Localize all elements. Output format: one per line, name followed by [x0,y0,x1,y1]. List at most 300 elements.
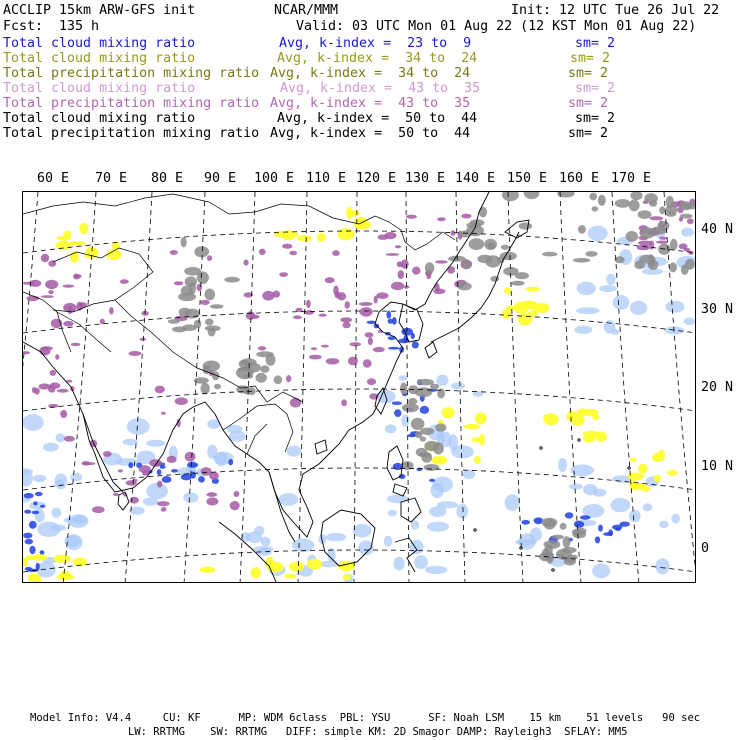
cloud-patch [40,505,45,508]
cloud-patch [437,501,458,508]
cloud-patch [598,525,603,532]
cloud-patch [644,193,658,204]
cloud-patch [309,355,322,360]
cloud-patch [256,351,274,357]
cloud-patch [126,480,137,486]
cloud-patch [63,321,73,327]
cloud-patch [521,520,530,525]
cloud-patch [501,245,509,250]
cloud-patch [665,301,684,313]
cloud-patch [37,522,60,537]
cloud-patch [432,477,453,493]
legend-field-name: Total precipitation mixing ratio [3,96,260,111]
longitude-label: 150 E [507,171,548,186]
legend-k-index: Avg, k-index = 43 to 35 [270,96,471,111]
cloud-patch [606,274,615,285]
cloud-patch [519,223,532,230]
cloud-patch [45,280,58,289]
longitude-label: 90 E [204,171,237,186]
cloud-patch [649,216,663,220]
legend-k-index: Avg, k-index = 50 to 44 [277,111,478,126]
cloud-patch [659,237,667,240]
cloud-patch [146,483,168,499]
cloud-patch [435,260,447,263]
cloud-patch [29,521,37,529]
cloud-patch [311,347,317,350]
cloud-patch [414,555,428,569]
cloud-map [23,192,696,583]
cloud-patch [565,512,574,518]
cloud-patch [349,342,361,346]
cloud-patch [317,233,326,242]
valid-time: Valid: 03 UTC Mon 01 Aug 22 (12 KST Mon 01 Aug 22) [296,19,697,34]
cloud-patch [279,272,288,277]
visayas [393,484,407,496]
cloud-patch [64,517,81,523]
cloud-patch [376,292,388,299]
cloud-patch [171,469,178,473]
cloud-patch [53,555,71,563]
cloud-patch [23,414,44,431]
cloud-patch [394,409,401,417]
cloud-patch [461,214,471,219]
cloud-patch [619,522,630,527]
legend-k-index: Avg, k-index = 34 to 24 [277,51,478,66]
cloud-patch [24,510,31,514]
cloud-patch [59,571,71,579]
cloud-patch [385,232,397,239]
cloud-patch [41,295,54,298]
cloud-patch [205,319,214,326]
cloud-patch [402,403,419,412]
cloud-patch [563,536,571,548]
cloud-patch [546,551,554,563]
cloud-patch [25,539,33,545]
cloud-patch [527,311,534,318]
cloud-patch [40,550,45,555]
cloud-patch [229,431,246,442]
cloud-patch [149,459,162,467]
cloud-patch [638,464,648,474]
cloud-patch [289,251,297,256]
cloud-patch [201,467,212,476]
cloud-patch [634,483,645,490]
cloud-patch [603,532,613,536]
cloud-patch [54,473,67,489]
light-blue-cloud-layer [23,226,696,583]
cloud-patch [81,461,90,465]
cloud-patch [406,215,417,219]
cloud-patch [560,523,567,530]
cloud-patch [572,529,581,536]
cloud-patch [241,358,257,366]
cloud-patch [161,412,166,415]
cloud-patch [488,243,496,250]
legend-smoothing: sm= 2 [568,66,609,81]
cloud-patch [181,474,192,481]
cloud-patch [393,557,404,571]
cloud-patch [168,319,180,324]
cloud-patch [34,388,40,395]
cloud-patch [157,469,162,475]
cloud-patch [128,462,133,468]
cloud-patch [183,492,198,503]
cloud-patch [685,259,695,270]
latitude-label: 10 N [701,459,734,474]
cloud-patch [353,524,372,538]
cloud-patch [688,251,693,255]
cloud-patch [630,192,642,200]
cloud-patch [643,503,652,511]
legend-smoothing: sm= 2 [570,51,611,66]
cloud-patch [397,261,403,267]
cloud-patch [415,387,433,397]
cloud-patch [490,276,499,282]
cloud-patch [189,282,196,294]
cloud-patch [273,291,281,298]
longitude-label: 100 E [254,171,295,186]
cloud-patch [391,282,404,290]
legend-smoothing: sm= 2 [575,81,616,96]
cloud-patch [684,318,696,326]
cloud-patch [194,246,209,257]
cloud-patch [332,250,340,256]
cloud-patch [656,241,668,244]
cloud-patch [534,518,543,525]
meridian-line [508,192,523,583]
cloud-patch [477,255,492,263]
cloud-patch [592,206,599,211]
cloud-patch [307,559,322,570]
cloud-patch [388,347,400,350]
cloud-patch [629,510,641,523]
meridian-line [354,192,357,583]
legend-field-name: Total precipitation mixing ratio [3,66,260,81]
cloud-patch [649,241,654,250]
cloud-patch [118,469,123,472]
cloud-patch [200,300,209,305]
cloud-patch [384,536,392,547]
cloud-patch [463,259,470,269]
cloud-patch [343,574,351,580]
cloud-patch [502,192,519,201]
cloud-patch [524,192,540,199]
cloud-patch [289,562,304,572]
cloud-patch [456,504,468,519]
cloud-patch [57,389,69,393]
legend-smoothing: sm= 2 [575,111,616,126]
cloud-patch [228,459,233,465]
cloud-patch [656,558,670,574]
cloud-patch [198,476,205,482]
longitude-label: 60 E [37,171,70,186]
legend-field-name: Total precipitation mixing ratio [3,126,260,141]
cloud-patch [254,546,274,552]
cloud-patch [658,450,665,462]
indian-subcontinent [83,414,123,492]
cloud-patch [258,346,266,350]
cloud-patch [629,200,640,212]
cloud-patch [51,508,61,518]
cloud-patch [421,452,432,463]
legend-k-index: Avg, k-index = 23 to 9 [279,36,472,51]
cloud-patch [374,296,378,304]
cloud-patch [120,279,129,284]
cloud-patch [458,282,465,288]
legend-smoothing: sm= 2 [575,36,616,51]
cloud-patch [420,406,429,414]
cloud-patch [479,434,485,445]
cloud-patch [399,346,404,352]
cloud-patch [50,370,57,376]
cloud-patch [475,412,487,424]
cloud-patch [500,252,517,261]
cloud-patch [386,311,391,319]
org-label: NCAR/MMM [274,3,339,18]
cloud-patch [511,281,524,286]
cloud-patch [255,373,267,383]
cloud-patch [206,497,218,505]
cloud-patch [464,424,481,429]
cloud-patch [573,258,591,263]
legend-field-name: Total cloud mixing ratio [3,36,196,51]
cloud-patch [25,555,35,560]
legend-k-index: Avg, k-index = 50 to 44 [270,126,471,141]
cloud-patch [33,475,46,482]
cloud-patch [157,481,162,488]
cloud-patch [170,250,178,255]
cloud-patch [214,384,221,390]
init-time: Init: 12 UTC Tue 26 Jul 22 [511,3,720,18]
cloud-patch [373,347,385,352]
cloud-patch [634,261,645,270]
cloud-patch [286,375,291,382]
central-asia-borders [53,248,153,312]
cloud-patch [368,337,373,345]
cloud-patch [505,494,520,511]
cloud-patch [398,270,404,279]
cloud-patch [658,221,670,231]
cloud-patch [340,317,352,322]
cloud-patch [501,309,511,319]
cloud-patch [665,205,678,215]
latitude-label: 20 N [701,380,734,395]
cloud-patch [433,442,444,454]
cloud-patch [32,511,40,515]
cloud-patch [71,343,81,346]
cloud-patch [583,409,598,417]
cloud-patch [184,267,201,276]
cloud-patch [569,484,583,490]
kyushu [425,342,437,358]
meridian-line [298,192,307,583]
latitude-label: 0 [701,541,710,556]
cloud-patch [395,245,401,248]
cloud-patch [412,267,420,275]
cloud-patch [161,507,167,512]
cloud-patch [33,501,37,505]
cloud-patch [578,225,586,234]
mongolia-border [209,202,455,250]
cloud-patch [392,401,402,405]
cloud-patch [26,296,39,301]
cloud-patch [684,248,691,252]
cloud-patch [274,375,283,384]
cloud-patch [319,314,327,317]
cloud-patch [162,476,172,483]
cloud-patch [250,315,260,319]
cloud-patch [287,446,302,457]
cloud-patch [56,433,65,442]
cloud-patch [542,518,558,527]
longitude-label: 170 E [611,171,652,186]
cloud-patch [39,347,50,356]
cloud-patch [654,475,661,482]
cloud-patch [60,410,67,418]
cloud-patch [261,537,271,547]
cloud-patch [574,521,584,528]
cloud-patch [167,456,177,463]
cloud-patch [127,418,150,434]
legend-field-name: Total cloud mixing ratio [3,111,196,126]
hainan [315,440,327,454]
cloud-patch [175,397,188,405]
cloud-patch [558,458,567,472]
cloud-patch [64,436,75,442]
longitude-label: 120 E [356,171,397,186]
cloud-patch [451,445,474,458]
cloud-patch [506,305,515,310]
cloud-patch [460,230,471,237]
cloud-patch [474,456,481,464]
cloud-patch [611,329,619,335]
cloud-patch [670,239,678,250]
latitude-label: 30 N [701,302,734,317]
cloud-patch [585,251,597,257]
cloud-patch [574,326,592,334]
cloud-patch [433,289,445,295]
kazakhstan-border [23,194,209,214]
cloud-patch [41,254,49,262]
model-title: ACCLIP 15km ARW-GFS init [3,3,196,18]
cloud-patch [342,322,350,328]
cloud-patch [558,554,565,558]
cloud-patch [200,567,216,573]
cloud-patch [680,214,693,219]
cloud-patch [630,301,647,315]
cloud-patch [284,574,297,579]
cloud-patch [425,262,434,274]
legend-k-index: Avg, k-index = 34 to 24 [270,66,471,81]
cloud-patch [55,354,59,360]
cloud-patch [412,341,419,348]
parallel-line [23,389,696,411]
cloud-patch [542,252,558,257]
cloud-patch [671,514,680,524]
cloud-patch [386,253,399,256]
cloud-patch [326,358,340,364]
cloud-patch [566,411,578,422]
cloud-patch [359,302,373,306]
cloud-patch [293,315,302,319]
cloud-patch [659,521,668,528]
cloud-patch [432,456,448,465]
cloud-patch [435,423,446,431]
cloud-patch [197,284,203,291]
cloud-patch [208,328,216,337]
cloud-patch [92,506,105,513]
cloud-patch [436,375,448,386]
longitude-label: 80 E [151,171,184,186]
cloud-patch [113,493,119,496]
cloud-patch [365,332,374,337]
cloud-patch [388,510,397,516]
cloud-patch [521,301,538,310]
cloud-patch [63,285,75,288]
cloud-patch [577,282,596,295]
cloud-patch [626,231,639,242]
cloud-patch [615,199,631,208]
cloud-patch [599,285,617,292]
cloud-patch [23,533,32,539]
cloud-patch [610,498,630,512]
cloud-patch [259,249,266,255]
cloud-patch [667,470,677,476]
cloud-patch [593,489,607,497]
cloud-patch [429,479,435,482]
cloud-patch [262,291,274,301]
cloud-patch [109,307,114,314]
cloud-patch [359,307,372,317]
cloud-patch [479,207,487,218]
cloud-patch [425,566,448,574]
cloud-patch [29,546,35,554]
cloud-patch [679,201,692,210]
legend-k-index: Avg, k-index = 43 to 35 [280,81,481,96]
cloud-patch [430,384,439,390]
cloud-patch [400,382,407,394]
cloud-patch [155,386,165,394]
cloud-patch [292,539,314,552]
legend-smoothing: sm= 2 [568,126,609,141]
cloud-patch [669,262,677,272]
legend-smoothing: sm= 2 [568,96,609,111]
cloud-patch [157,501,170,506]
cloud-patch [297,235,312,241]
cloud-patch [543,413,558,425]
cloud-patch [236,367,253,379]
cloud-patch [201,383,210,394]
cloud-patch [224,277,240,283]
cloud-patch [212,371,220,380]
cloud-patch [648,260,659,270]
cloud-patch [385,424,397,433]
cloud-patch [79,223,88,234]
cloud-patch [416,468,422,472]
longitude-label: 140 E [455,171,496,186]
cloud-patch [363,359,372,367]
cloud-patch [630,458,636,462]
cloud-patch [35,492,43,496]
cloud-patch [70,473,82,481]
cloud-patch [387,495,409,504]
cloud-patch [24,493,34,499]
cloud-patch [139,465,151,473]
cloud-patch [185,452,196,462]
cloud-patch [346,207,352,219]
cloud-patch [638,210,652,219]
cloud-patch [415,431,422,438]
